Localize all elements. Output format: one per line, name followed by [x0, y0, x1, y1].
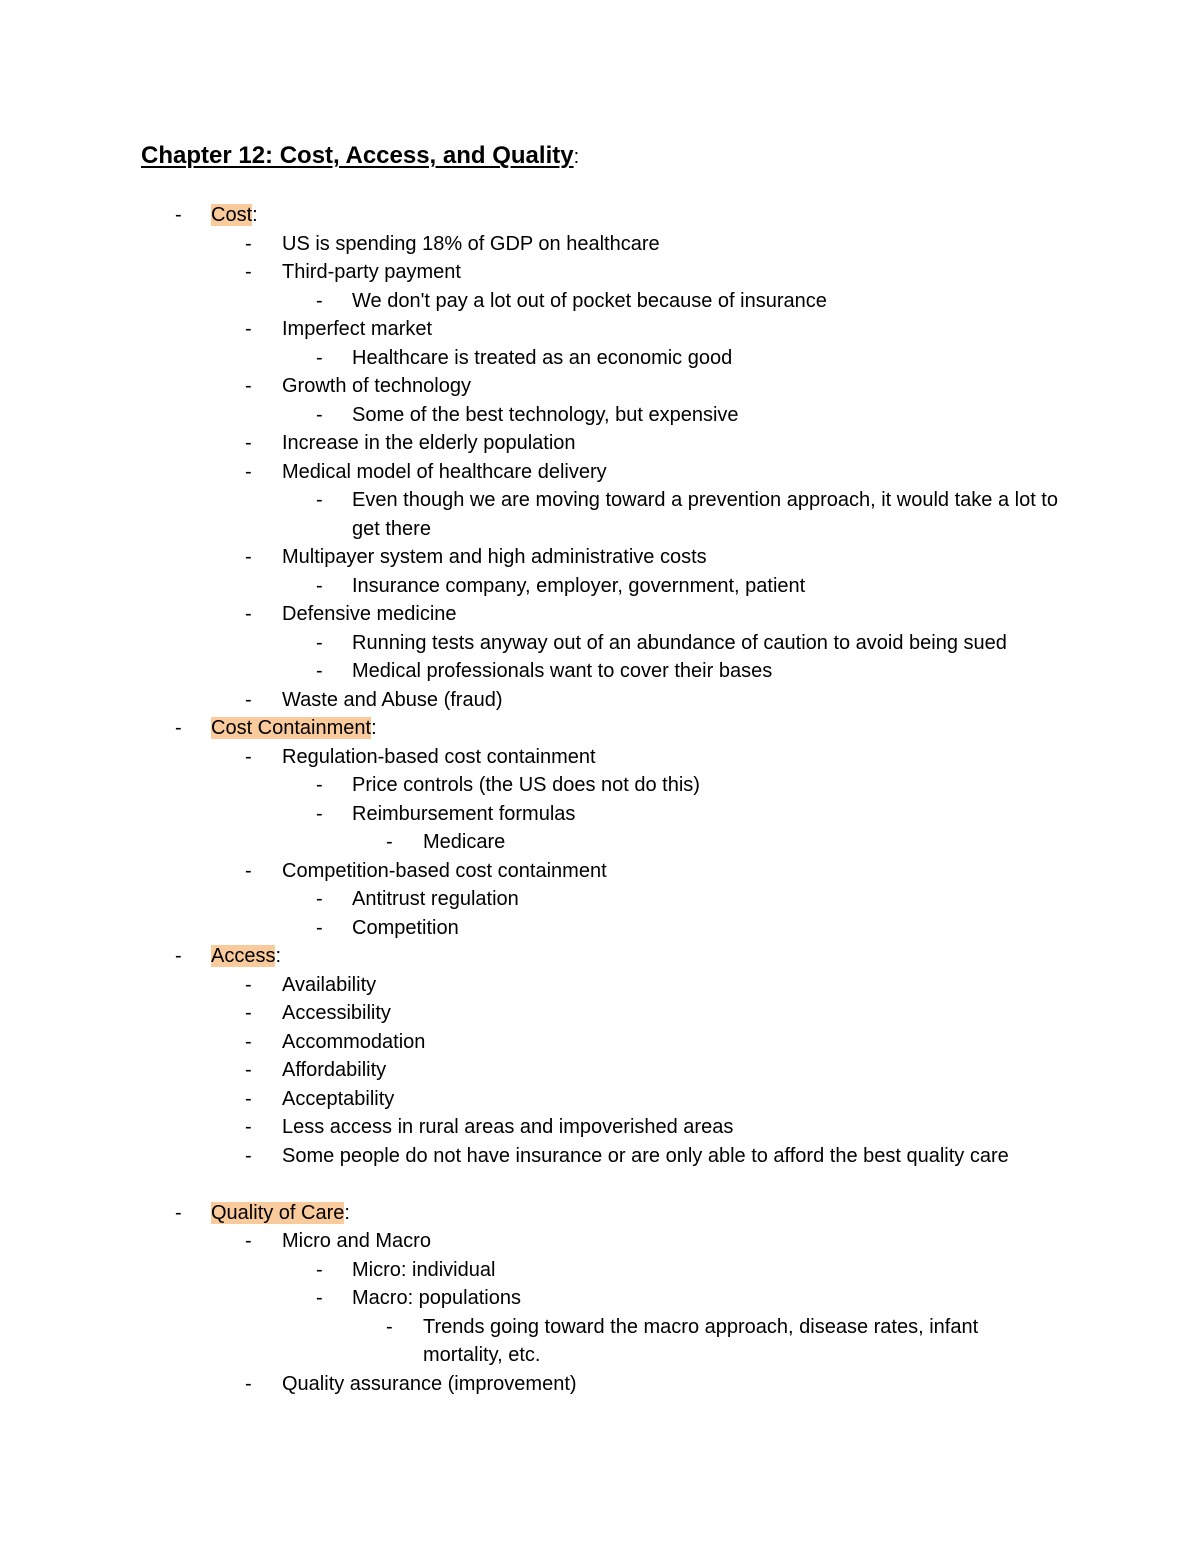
list-item: [0, 828, 1200, 857]
heading-colon: :: [344, 1201, 350, 1224]
list-item: [0, 458, 1200, 487]
list-item: [0, 344, 1200, 373]
list-item-text: US is spending 18% of GDP on healthcare: [282, 232, 660, 255]
bullet-dash: -: [316, 802, 323, 825]
section-heading-text: [211, 942, 281, 971]
bullet-dash: -: [245, 1372, 252, 1395]
bullet-dash: -: [175, 945, 182, 967]
list-item-text: Running tests anyway out of an abundance of caution to avoid being sued: [352, 631, 1007, 654]
highlighted-heading: Cost Containment: [211, 717, 372, 739]
page-title-colon: :: [573, 146, 580, 168]
list-item: [0, 1113, 1200, 1142]
list-item-text: Macro: populations: [352, 1287, 521, 1309]
bullet-dash: -: [316, 289, 323, 312]
list-item: [0, 1370, 1200, 1399]
outline-list: [0, 201, 1200, 1398]
bullet-dash: -: [245, 261, 252, 283]
list-item-text: Healthcare is treated as an economic good: [352, 346, 733, 369]
list-item: [0, 572, 1200, 601]
list-item: [0, 771, 1200, 800]
section-heading-text: [211, 201, 258, 230]
list-item-text: Competition: [352, 916, 459, 939]
bullet-dash: -: [316, 1287, 323, 1309]
bullet-dash: -: [316, 346, 323, 369]
list-item: [0, 629, 1200, 658]
list-item-text: Affordability: [282, 1059, 387, 1081]
bullet-dash: -: [245, 1087, 252, 1110]
list-item-text: Insurance company, employer, government, patient: [352, 574, 806, 597]
bullet-dash: -: [245, 1116, 252, 1138]
bullet-dash: -: [175, 204, 182, 226]
list-item-text: Some people do not have insurance or are only able to afford the best quality care: [282, 1144, 1009, 1167]
list-item-text: Third-party payment: [282, 261, 461, 283]
bullet-dash: -: [245, 603, 252, 625]
bullet-dash: -: [386, 831, 393, 853]
bullet-dash: -: [316, 574, 323, 597]
list-item-text: Medical professionals want to cover their bases: [352, 660, 773, 682]
list-item: [0, 885, 1200, 914]
heading-colon: :: [275, 945, 282, 967]
list-item-text: Accessibility: [282, 1002, 391, 1024]
list-item: [0, 1056, 1200, 1085]
list-item-text: Antitrust regulation: [352, 888, 519, 910]
list-item-text: Acceptability: [282, 1087, 395, 1110]
bullet-dash: -: [245, 432, 252, 454]
bullet-dash: -: [245, 1144, 252, 1167]
list-item: [0, 429, 1200, 458]
list-item: [0, 258, 1200, 287]
list-item-text: Growth of technology: [282, 375, 471, 397]
list-item: [0, 1142, 1200, 1199]
bullet-dash: -: [245, 688, 252, 711]
list-item: [0, 657, 1200, 686]
bullet-dash: -: [245, 546, 252, 568]
bullet-dash: -: [316, 631, 323, 654]
bullet-dash: -: [316, 489, 323, 511]
list-item: [0, 857, 1200, 886]
bullet-dash: -: [245, 1030, 252, 1053]
bullet-dash: -: [245, 1230, 252, 1252]
list-item: [0, 686, 1200, 715]
bullet-dash: -: [245, 859, 252, 882]
bullet-dash: -: [316, 774, 323, 796]
list-item-text: Micro and Macro: [282, 1230, 431, 1252]
list-item-text: Increase in the elderly population: [282, 432, 576, 454]
bullet-dash: -: [316, 403, 323, 426]
list-item-text: Quality assurance (improvement): [282, 1372, 577, 1395]
list-item-text: Micro: individual: [352, 1258, 496, 1281]
bullet-dash: -: [316, 888, 323, 910]
heading-colon: :: [371, 717, 377, 739]
list-item-text: Waste and Abuse (fraud): [282, 688, 503, 711]
list-item-text: Even though we are moving toward a prevention approach, it would take a lot to get there: [352, 489, 1058, 540]
heading-colon: :: [252, 204, 258, 226]
list-item: [0, 287, 1200, 316]
list-item-text: Multipayer system and high administrative costs: [282, 546, 707, 568]
highlighted-heading: Quality of Care: [211, 1201, 345, 1224]
list-item: [0, 315, 1200, 344]
section-heading: [0, 201, 1200, 230]
list-item-text: Medicare: [423, 831, 506, 853]
list-item: [0, 1313, 1200, 1370]
list-item: [0, 486, 1200, 543]
list-item-text: Reimbursement formulas: [352, 802, 576, 825]
section-heading: [0, 1199, 1200, 1228]
list-item-text: Availability: [282, 973, 377, 996]
list-item-text: Regulation-based cost containment: [282, 745, 596, 768]
bullet-dash: -: [245, 232, 252, 255]
bullet-dash: -: [175, 1201, 182, 1224]
list-item: [0, 1284, 1200, 1313]
list-item: [0, 401, 1200, 430]
list-item-text: Defensive medicine: [282, 603, 457, 625]
list-item: [0, 914, 1200, 943]
section-heading-text: [211, 1199, 350, 1228]
list-item-text: Accommodation: [282, 1030, 426, 1053]
list-item: [0, 543, 1200, 572]
list-item-text: Imperfect market: [282, 318, 433, 340]
list-item: [0, 800, 1200, 829]
list-item: [0, 1028, 1200, 1057]
list-item-text: Competition-based cost containment: [282, 859, 607, 882]
bullet-dash: -: [245, 1059, 252, 1081]
list-item: [0, 971, 1200, 1000]
list-item: [0, 600, 1200, 629]
highlighted-heading: Cost: [211, 204, 253, 226]
list-item: [0, 230, 1200, 259]
bullet-dash: -: [316, 1258, 323, 1281]
list-item: [0, 1227, 1200, 1256]
bullet-dash: -: [245, 973, 252, 996]
bullet-dash: -: [175, 717, 182, 739]
bullet-dash: -: [316, 916, 323, 939]
section-heading-text: [211, 714, 377, 743]
list-item: [0, 999, 1200, 1028]
list-item: [0, 1256, 1200, 1285]
list-item: [0, 743, 1200, 772]
bullet-dash: -: [316, 660, 323, 682]
bullet-dash: -: [245, 745, 252, 768]
list-item-text: Less access in rural areas and impoverished areas: [282, 1116, 734, 1138]
section-heading: [0, 714, 1200, 743]
bullet-dash: -: [245, 318, 252, 340]
bullet-dash: -: [386, 1315, 393, 1338]
list-item-text: We don't pay a lot out of pocket because of insurance: [352, 289, 827, 312]
list-item: [0, 1085, 1200, 1114]
list-item-text: Medical model of healthcare delivery: [282, 460, 607, 483]
section-heading: [0, 942, 1200, 971]
highlighted-heading: Access: [211, 945, 276, 967]
bullet-dash: -: [245, 375, 252, 397]
bullet-dash: -: [245, 460, 252, 483]
list-item-text: Price controls (the US does not do this): [352, 774, 700, 796]
bullet-dash: -: [245, 1002, 252, 1024]
page-title-text: Chapter 12: Cost, Access, and Quality: [141, 142, 574, 169]
list-item-text: Some of the best technology, but expensive: [352, 403, 739, 426]
list-item: [0, 372, 1200, 401]
page-title: [141, 141, 579, 172]
list-item-text: Trends going toward the macro approach, disease rates, infant mortality, etc.: [423, 1315, 979, 1366]
